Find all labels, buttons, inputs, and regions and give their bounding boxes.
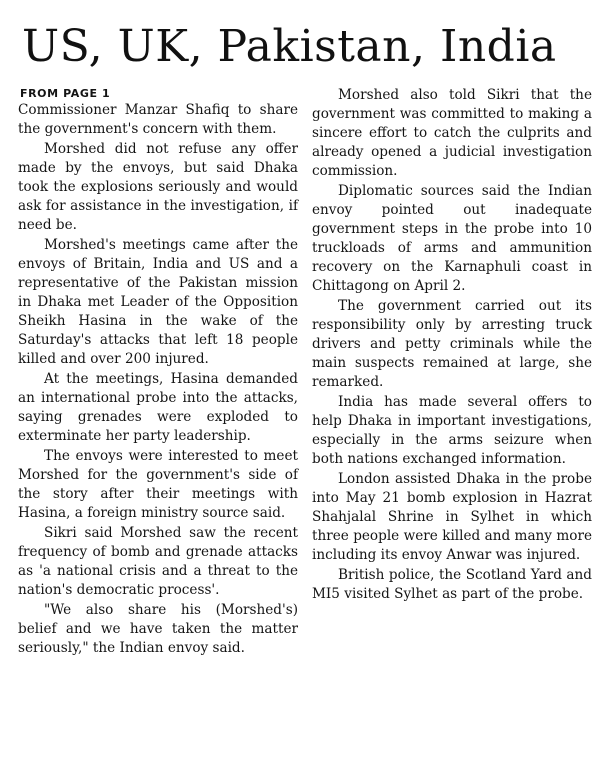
paragraph: India has made several offers to help Dhaka in important investigations, especially in the arms seizure when both nations exchanged information.: [312, 394, 592, 467]
paragraph: Morshed also told Sikri that the government was committed to making a sincere effort to catch the culprits and already opened a judicial investigation commission.: [312, 87, 592, 179]
article-body: [18, 86, 608, 659]
paragraph: British police, the Scotland Yard and MI5 visited Sylhet as part of the probe.: [312, 567, 592, 602]
paragraph: London assisted Dhaka in the probe into May 21 bomb explosion in Hazrat Shahjalal Shrine in Sylhet in which three people were killed and many more including its envoy Anwar was injured.: [312, 471, 592, 563]
paragraph: Commissioner Manzar Shafiq to share the government's concern with them.: [18, 102, 298, 137]
newspaper-clipping: [0, 20, 616, 758]
paragraph: Diplomatic sources said the Indian envoy pointed out inadequate government steps in the probe into 10 truckloads of arms and ammunition recovery on the Karnaphuli coast in Chittagong on April 2.: [312, 183, 592, 294]
paragraph: "We also share his (Morshed's) belief and we have taken the matter seriously," the Indian envoy said.: [18, 602, 298, 656]
paragraph: Morshed did not refuse any offer made by the envoys, but said Dhaka took the explosions seriously and would ask for assistance in the investigation, if need be.: [18, 141, 298, 233]
paragraph: Morshed's meetings came after the envoys of Britain, India and US and a representative of the Pakistan mission in Dhaka met Leader of the Opposition Sheikh Hasina in the wake of the Saturday's attacks that left 18 people killed and over 200 injured.: [18, 237, 298, 367]
left-column: [18, 86, 298, 659]
paragraph: Sikri said Morshed saw the recent frequency of bomb and grenade attacks as 'a national crisis and a threat to the nation's democratic process'.: [18, 525, 298, 598]
paragraph: At the meetings, Hasina demanded an international probe into the attacks, saying grenades were exploded to exterminate her party leadership.: [18, 371, 298, 444]
paragraph: The government carried out its responsibility only by arresting truck drivers and petty criminals while the main suspects remained at large, she remarked.: [312, 298, 592, 390]
paragraph: The envoys were interested to meet Morshed for the government's side of the story after their meetings with Hasina, a foreign ministry source said.: [18, 448, 298, 521]
right-column: [312, 86, 592, 659]
headline: US, UK, Pakistan, India: [22, 21, 557, 72]
kicker-from-page-1: FROM PAGE 1: [20, 87, 111, 100]
